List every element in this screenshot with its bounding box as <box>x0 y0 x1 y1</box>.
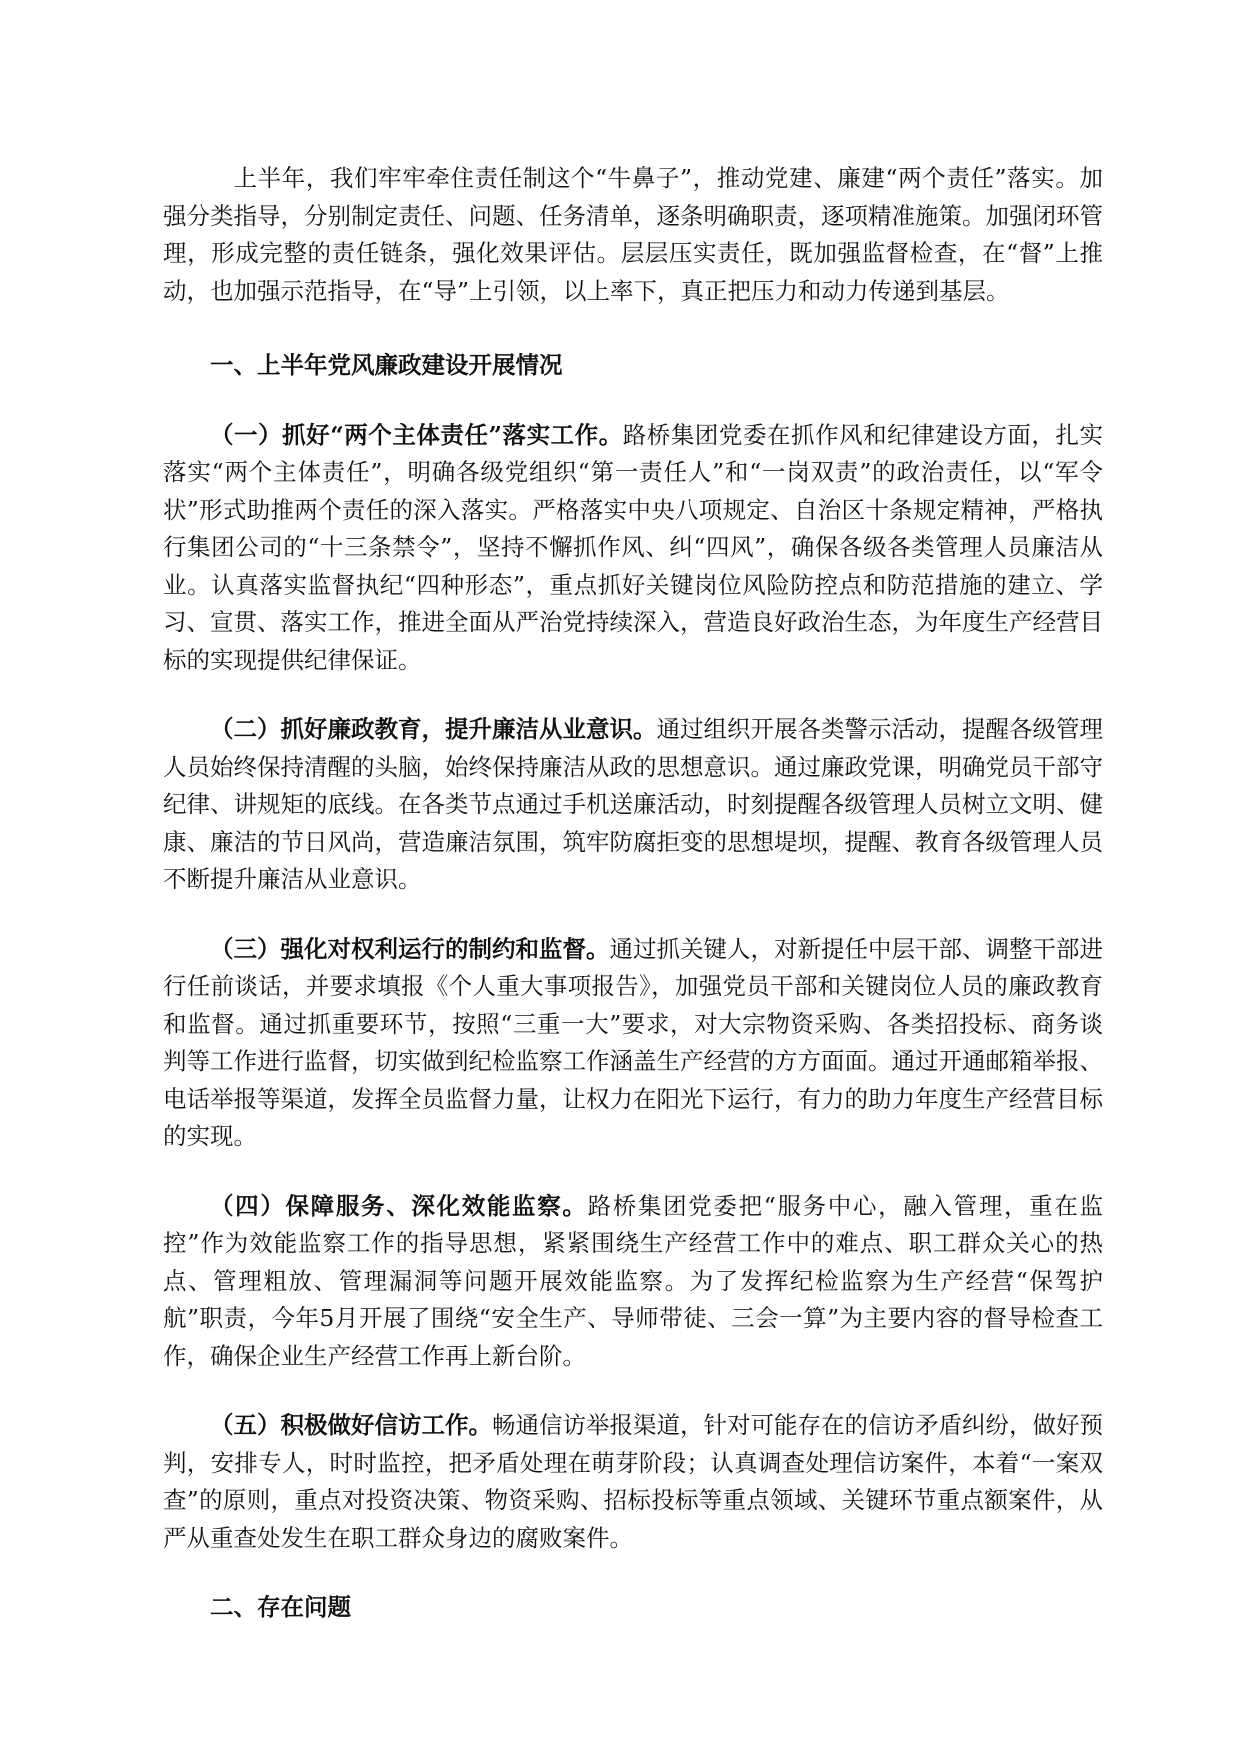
item-paragraph-4 <box>163 1188 1103 1376</box>
intro-paragraph: 上半年，我们牢牢牵住责任制这个“牛鼻子”，推动党建、廉建“两个责任”落实。加强分类指导，分别制定责任、问题、任务清单，逐条明确职责，逐项精准施策。加强闭环管理，形成完整的责任链条，强化效果评估。层层压实责任，既加强监督检查，在“督”上推动，也加强示范指导，在“导”上引领，以上率下，真正把压力和动力传递到基层。 <box>163 164 1103 305</box>
item-lead-1: （一）抓好“两个主体责任”落实工作。 <box>210 420 623 449</box>
document-body <box>163 160 1103 1627</box>
item-paragraph-5 <box>163 1407 1103 1557</box>
item-lead-3: （三）强化对权利运行的制约和监督。 <box>210 934 610 963</box>
section-heading-1: 一、上半年党风廉政建设开展情况 <box>210 351 563 379</box>
item-lead-2: （二）抓好廉政教育，提升廉洁从业意识。 <box>210 715 657 743</box>
item-lead-4: （四）保障服务、深化效能监察。 <box>210 1191 588 1220</box>
item-paragraph-2 <box>163 711 1103 899</box>
item-paragraph-1 <box>163 417 1103 680</box>
item-body-4: 路桥集团党委把“服务中心，融入管理，重在监控”作为效能监察工作的指导思想，紧紧围绕生产经营工作中的难点、职工群众关心的热点、管理粗放、管理漏洞等问题开展效能监察。为了发挥纪检监察为生产经营“保驾护航”职责，今年5月开展了围绕“安全生产、导师带徒、三会一算”为主要内容的督导检查工作，确保企业生产经营工作再上新台阶。 <box>163 1191 1104 1370</box>
item-body-5: 畅通信访举报渠道，针对可能存在的信访矛盾纠纷，做好预判，安排专人，时时监控，把矛盾处理在萌芽阶段；认真调查处理信访案件，本着“一案双查”的原则，重点对投资决策、物资采购、招标投标等重点领域、关键环节重点额案件，从严从重查处发生在职工群众身边的腐败案件。 <box>163 1411 1103 1552</box>
item-body-2: 通过组织开展各类警示活动，提醒各级管理人员始终保持清醒的头脑，始终保持廉洁从政的思想意识。通过廉政党课，明确党员干部守纪律、讲规矩的底线。在各类节点通过手机送廉活动，时刻提醒各级管理人员树立文明、健康、廉洁的节日风尚，营造廉洁氛围，筑牢防腐拒变的思想堤坝，提醒、教育各级管理人员不断提升廉洁从业意识。 <box>163 715 1103 893</box>
section-heading-2: 二、存在问题 <box>210 1593 351 1621</box>
item-body-3: 通过抓关键人，对新提任中层干部、调整干部进行任前谈话，并要求填报《个人重大事项报告》，加强党员干部和关键岗位人员的廉政教育和监督。通过抓重要环节，按照“三重一大”要求，对大宗物资采购、各类招投标、商务谈判等工作进行监督，切实做到纪检监察工作涵盖生产经营的方方面面。通过开通邮箱举报、电话举报等渠道，发挥全员监督力量，让权力在阳光下运行，有力的助力年度生产经营目标的实现。 <box>163 934 1103 1150</box>
item-paragraph-3 <box>163 931 1103 1156</box>
item-body-1: 路桥集团党委在抓作风和纪律建设方面，扎实落实“两个主体责任”，明确各级党组织“第一责任人”和“一岗双责”的政治责任，以“军令状”形式助推两个责任的深入落实。严格落实中央八项规定、自治区十条规定精神，严格执行集团公司的“十三条禁令”，坚持不懈抓作风、纠“四风”，确保各级各类管理人员廉洁从业。认真落实监督执纪“四种形态”，重点抓好关键岗位风险防控点和防范措施的建立、学习、宣贯、落实工作，推进全面从严治党持续深入，营造良好政治生态，为年度生产经营目标的实现提供纪律保证。 <box>163 420 1103 674</box>
item-lead-5: （五）积极做好信访工作。 <box>210 1411 492 1439</box>
